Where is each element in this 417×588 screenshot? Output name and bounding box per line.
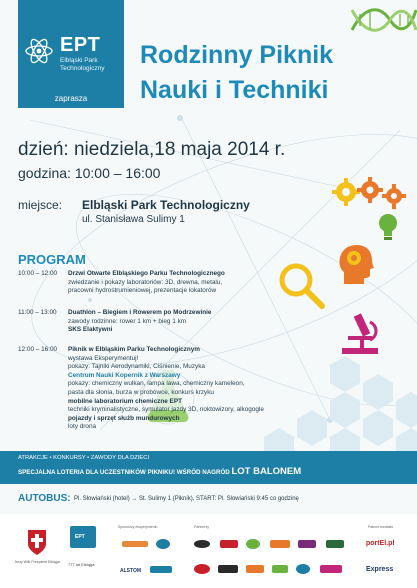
- logo-subtitle: Elbląski Park Technologiczny: [60, 57, 105, 72]
- program-line: zwiedzanie i pokazy laboratoriów: 3D, drewna, metalu,: [68, 278, 223, 286]
- program-time: 12:00 – 16:00: [18, 346, 58, 353]
- program-line: SKS Elaktywni: [68, 326, 113, 334]
- dna-icon: [350, 0, 417, 40]
- program-line: wystawa Eksperymentuj!: [68, 354, 139, 362]
- media-heading: Patroni medialni: [368, 525, 394, 529]
- program-line: zawody rodzinne: rower 1 km + bieg 1 km: [68, 317, 187, 325]
- partner-logo: [326, 540, 344, 548]
- program-line: pasta dla słonia, burza w probówce, konkurs krzyku: [68, 389, 214, 396]
- partner-logo: [156, 539, 170, 549]
- place-address: ul. Stanisława Sulimy 1: [82, 214, 185, 225]
- bus-label: AUTOBUS:: [18, 493, 71, 504]
- program-line: pokazy: Tajniki Aerodynamiki, Ciśnienie, Muzyka: [68, 363, 205, 371]
- media-logo-portel: portEl.pl: [366, 540, 395, 547]
- alstom-logo: ALSTOM: [120, 568, 142, 574]
- program-line: pracowni hydrostrumieniowej, prezentacje lokatorów: [68, 287, 217, 295]
- invites-label: zaprasza: [54, 94, 88, 103]
- title-line-1: Rodzinny Piknik: [140, 41, 334, 69]
- event-title: [140, 38, 410, 108]
- logo-text: EPT: [60, 34, 101, 56]
- partner-logo: [194, 540, 210, 548]
- program-line: Duathlon – Biegiem i Rowerem po Modrzewinie: [68, 309, 212, 316]
- lottery-line: [18, 466, 301, 477]
- program-line: pokazy: chemiczny wulkan, lampa lawa, chemiczny kameleon,: [68, 380, 245, 388]
- sponsors-heading: Sponsorzy eksperymentu: [118, 525, 158, 529]
- partner-logo: [272, 565, 288, 573]
- partner-logo: [246, 565, 264, 573]
- partner-logo: [270, 540, 290, 548]
- ept-small-logo-text: EPT: [75, 534, 85, 540]
- ept-caption: 777 lat Elbląga: [68, 562, 95, 567]
- program-line: Drzwi Otwarte Elbląskiego Parku Technologicznego: [68, 270, 225, 277]
- program-line: Piknik w Elbląskim Parku Technologicznym: [68, 346, 200, 353]
- city-crest-icon: [26, 528, 48, 556]
- program-time: 11:00 – 13:00: [18, 309, 57, 316]
- magnifier-icon: [276, 260, 328, 312]
- day-label: dzień:: [18, 139, 69, 160]
- event-time: [18, 165, 160, 181]
- lottery-prize: LOT BALONEM: [231, 466, 302, 477]
- gears-icon: [332, 176, 412, 212]
- partner-logo: [220, 540, 238, 548]
- light-bulb-icon: [376, 212, 400, 242]
- attractions-line: ATRAKCJE • KONKURSY • ZAWODY DLA DZIECI: [18, 455, 150, 461]
- partner-logo: [122, 541, 148, 547]
- program-line: mobilne laboratorium chemiczne EPT: [68, 397, 182, 405]
- partner-logo: [298, 540, 316, 548]
- title-line-2: Nauki i Techniki: [140, 76, 329, 104]
- sponsor-strip: [0, 514, 417, 588]
- partner-logo: [246, 539, 260, 549]
- program-time: 10:00 – 12:00: [18, 270, 58, 277]
- program-line: Centrum Nauki Kopernik z Warszawy: [68, 371, 181, 379]
- program-line: techniki kryminalistyczne, symulator jazdy 3D, noktowizory, alkogogle: [68, 406, 264, 414]
- partner-logo: [296, 564, 310, 574]
- ept-logo-block: [18, 0, 124, 108]
- media-logo-express: Express: [366, 566, 394, 573]
- lottery-text: SPECJALNA LOTERIA DLA UCZESTNIKÓW PIKNIKU! WŚRÓD NAGRÓD: [18, 469, 230, 476]
- event-day: [18, 139, 285, 161]
- program-line: loty drona: [68, 423, 97, 431]
- atom-logo-icon: [24, 36, 54, 66]
- head-icon: [336, 242, 376, 286]
- place-label: miejsce:: [18, 198, 63, 212]
- program-title: PROGRAM: [18, 252, 86, 267]
- time-value: 10:00 – 16:00: [74, 165, 161, 181]
- time-label: godzina:: [18, 165, 71, 181]
- bus-route: Pl. Słowiański (hotel) → St. Sulimy 1 (Piknik), START: Pl. Słowiański 9:45 co godzinę: [74, 496, 299, 502]
- partner-logo: [150, 566, 172, 573]
- partners-heading: Partnerzy: [194, 525, 209, 529]
- partner-logo: [320, 565, 342, 573]
- partner-logo: [194, 564, 210, 574]
- program-line: pojazdy i sprzęt służb mundurowych: [68, 414, 180, 422]
- day-value: niedziela,18 maja 2014 r.: [73, 139, 286, 160]
- microscope-icon: [340, 306, 382, 356]
- partner-logo: [218, 565, 238, 573]
- crest-caption: Jerzy Wilk Prezydent Elbląga: [14, 560, 60, 564]
- place-name: Elbląski Park Technologiczny: [82, 198, 250, 212]
